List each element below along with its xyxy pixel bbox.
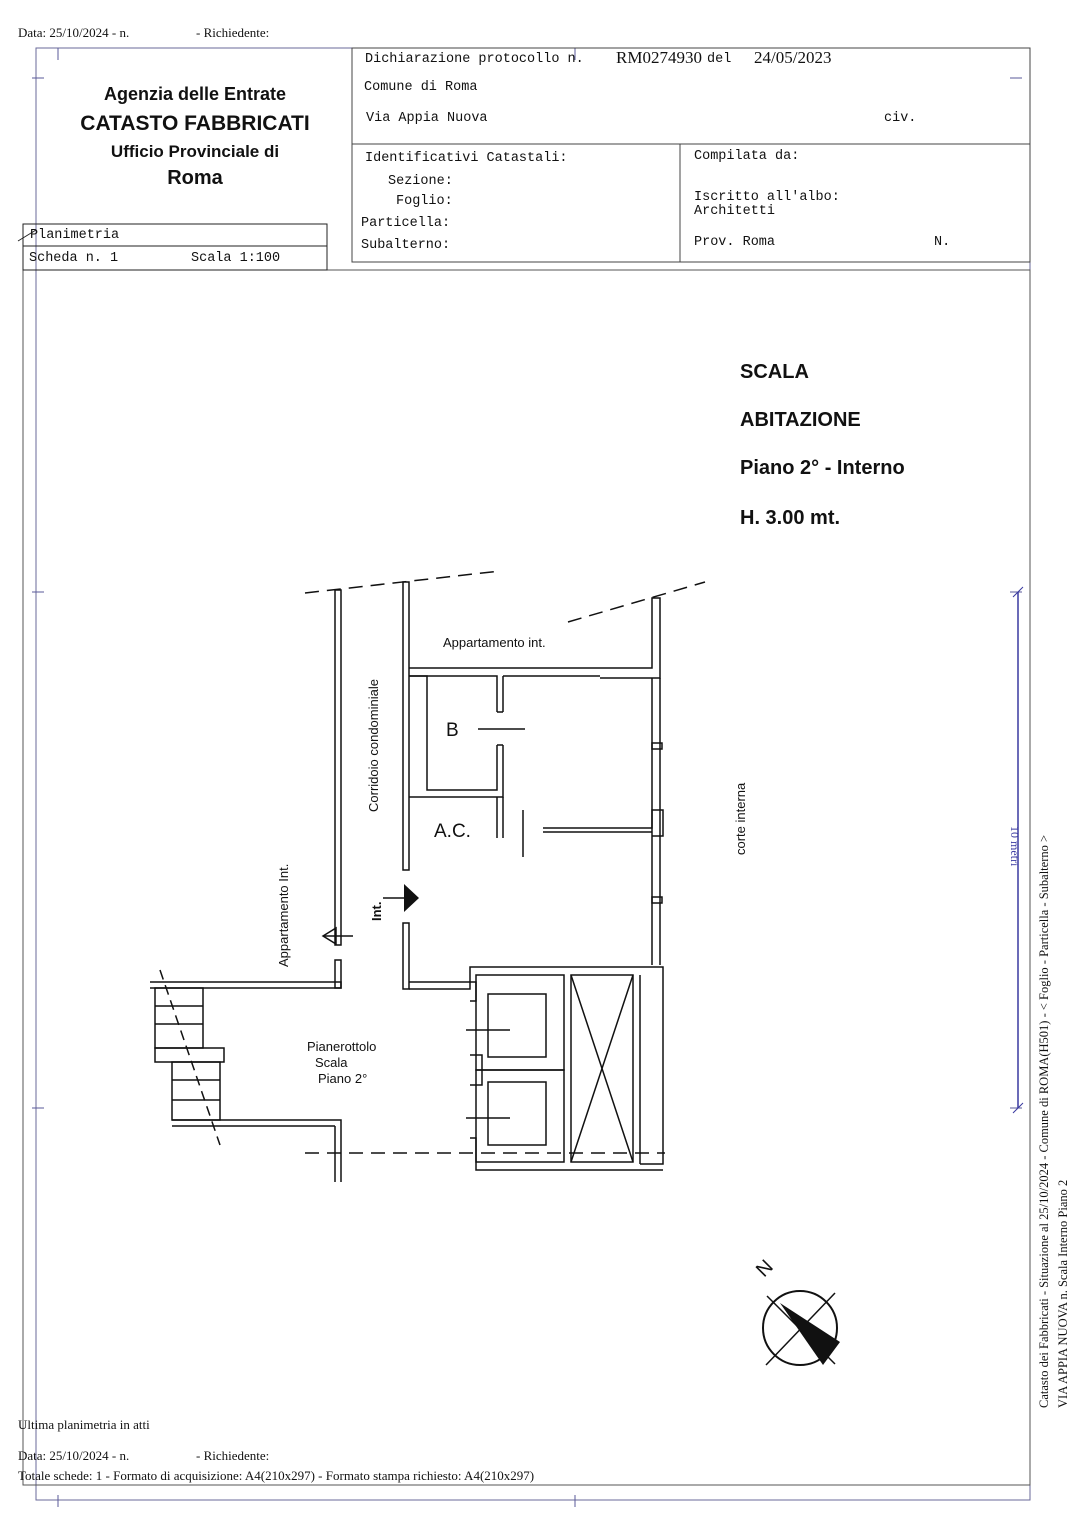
ultima-planimetria: Ultima planimetria in atti	[18, 1417, 150, 1432]
identificativi-title: Identificativi Catastali:	[365, 151, 568, 166]
footer-richiedente: - Richiedente:	[196, 1448, 270, 1463]
sezione: Sezione:	[388, 174, 453, 189]
del-label: del	[707, 52, 732, 67]
prov: Prov. Roma	[694, 235, 776, 250]
n-label: N.	[934, 235, 951, 250]
label-ac: A.C.	[434, 821, 471, 842]
dichiarazione-label: Dichiarazione protocollo n.	[365, 52, 584, 67]
label-appartamento-top: Appartamento int.	[443, 635, 546, 650]
info-altezza: H. 3.00 mt.	[740, 507, 841, 529]
ufficio: Ufficio Provinciale di	[110, 142, 280, 161]
iscritto: Iscritto all'albo:	[694, 190, 840, 205]
label-pianerottolo: Pianerottolo	[307, 1039, 377, 1054]
compilata-title: Compilata da:	[694, 149, 800, 164]
label-scala: Scala	[315, 1055, 348, 1070]
protocollo-number: RM0274930	[616, 48, 702, 67]
top-date: Data: 25/10/2024 - n.	[18, 25, 130, 40]
civ: civ.	[884, 111, 917, 126]
side-line-2: VIA APPIA NUOVA n. Scala Interno Piano 2	[1056, 1179, 1070, 1408]
agency-name: Agenzia delle Entrate	[103, 84, 287, 104]
label-corridoio: Corridoio condominiale	[366, 679, 381, 812]
catasto-title: CATASTO FABBRICATI	[80, 112, 310, 135]
top-richiedente: - Richiedente:	[196, 25, 270, 40]
scheda: Scheda n. 1	[29, 251, 119, 266]
footer-totale: Totale schede: 1 - Formato di acquisizione: A4(210x297) - Formato stampa richiesto: A4(210x297)	[18, 1468, 535, 1483]
via: Via Appia Nuova	[366, 111, 488, 126]
comune: Comune di Roma	[364, 80, 478, 95]
city: Roma	[167, 167, 223, 189]
label-int: Int.	[369, 901, 384, 921]
north-label: N	[752, 1255, 778, 1282]
info-abitazione: ABITAZIONE	[740, 409, 861, 431]
info-scala: SCALA	[740, 361, 809, 383]
north-arrow-icon	[763, 1291, 840, 1365]
scale-bar-label: 10 metri	[1008, 826, 1022, 867]
footer-date: Data: 25/10/2024 - n.	[18, 1448, 130, 1463]
particella: Particella:	[361, 216, 451, 231]
label-piano: Piano 2°	[318, 1071, 368, 1086]
label-appartamento-left: Appartamento Int.	[276, 863, 291, 967]
planimetria-label: Planimetria	[30, 228, 120, 243]
label-corte: corte interna	[733, 782, 748, 855]
scala-ratio: Scala 1:100	[191, 251, 281, 266]
protocollo-date: 24/05/2023	[754, 48, 832, 67]
subalterno: Subalterno:	[361, 238, 451, 253]
side-line-1: Catasto dei Fabbricati - Situazione al 25/10/2024 - Comune di ROMA(H501) - < Foglio - Particella - Subalterno >	[1037, 834, 1051, 1408]
label-b: B	[446, 720, 459, 741]
info-piano: Piano 2° - Interno	[740, 457, 905, 479]
albo: Architetti	[694, 204, 776, 219]
foglio: Foglio:	[396, 194, 453, 209]
